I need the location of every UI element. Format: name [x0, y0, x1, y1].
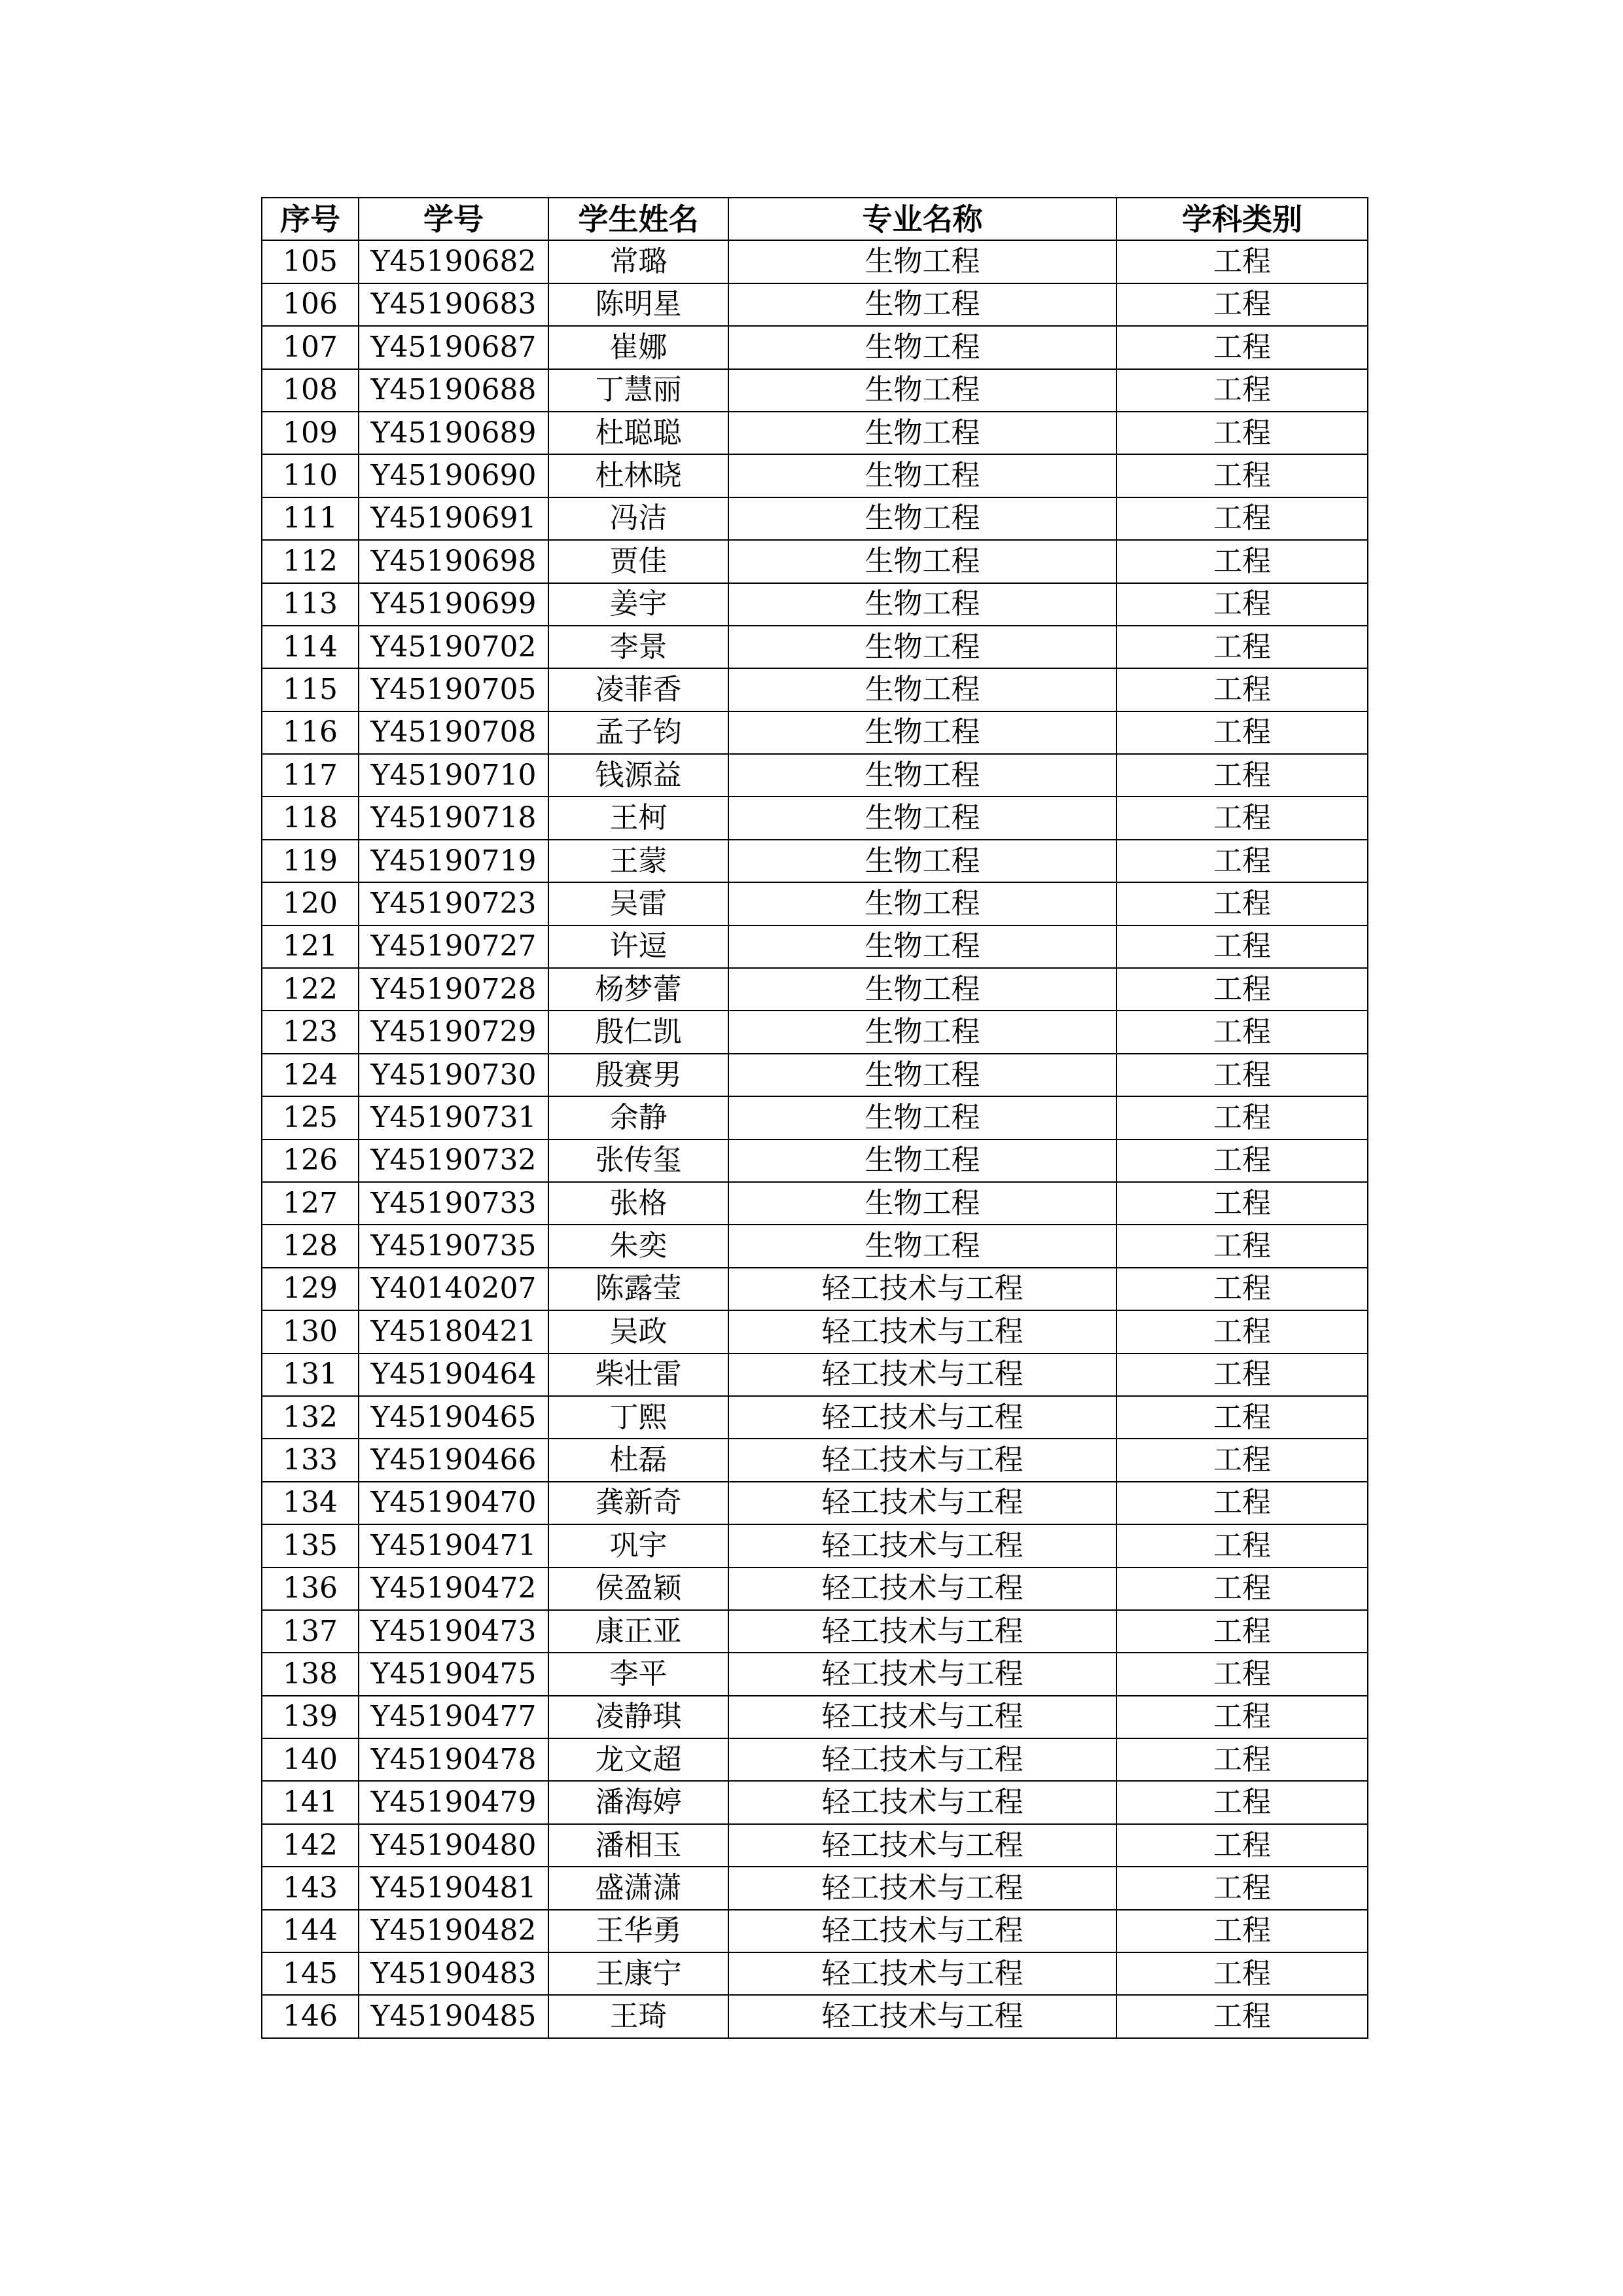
cell-seq: 138 — [262, 1653, 359, 1695]
table-row — [262, 1867, 1368, 1909]
cell-seq: 119 — [262, 840, 359, 882]
cell-category: 工程 — [1116, 412, 1368, 454]
cell-major: 生物工程 — [728, 326, 1116, 368]
cell-major: 生物工程 — [728, 369, 1116, 412]
cell-student-name: 殷赛男 — [548, 1054, 728, 1096]
cell-category: 工程 — [1116, 1952, 1368, 1995]
cell-seq: 136 — [262, 1568, 359, 1610]
cell-student-name: 吴雷 — [548, 882, 728, 925]
cell-student-id: Y45190689 — [359, 412, 548, 454]
cell-student-id: Y45190478 — [359, 1738, 548, 1781]
cell-student-name: 余静 — [548, 1096, 728, 1139]
table-row — [262, 882, 1368, 925]
cell-category: 工程 — [1116, 1225, 1368, 1267]
cell-seq: 140 — [262, 1738, 359, 1781]
table-row — [262, 540, 1368, 583]
cell-seq: 123 — [262, 1011, 359, 1053]
table-row — [262, 1439, 1368, 1481]
cell-student-name: 杜磊 — [548, 1439, 728, 1481]
cell-student-name: 姜宇 — [548, 583, 728, 626]
cell-category: 工程 — [1116, 754, 1368, 797]
cell-seq: 115 — [262, 668, 359, 711]
cell-major: 轻工技术与工程 — [728, 1781, 1116, 1823]
cell-student-id: Y45190481 — [359, 1867, 548, 1909]
cell-major: 轻工技术与工程 — [728, 1482, 1116, 1524]
cell-seq: 127 — [262, 1182, 359, 1225]
cell-student-name: 康正亚 — [548, 1610, 728, 1653]
table-row — [262, 1139, 1368, 1182]
table-row — [262, 283, 1368, 326]
cell-student-name: 王康宁 — [548, 1952, 728, 1995]
table-row — [262, 1482, 1368, 1524]
cell-seq: 137 — [262, 1610, 359, 1653]
cell-seq: 139 — [262, 1696, 359, 1738]
cell-student-id: Y45190471 — [359, 1524, 548, 1567]
cell-seq: 134 — [262, 1482, 359, 1524]
cell-seq: 130 — [262, 1310, 359, 1353]
cell-student-id: Y45190705 — [359, 668, 548, 711]
cell-major: 轻工技术与工程 — [728, 1439, 1116, 1481]
cell-category: 工程 — [1116, 1396, 1368, 1439]
cell-major: 生物工程 — [728, 1011, 1116, 1053]
table-row — [262, 1824, 1368, 1867]
table-row — [262, 1054, 1368, 1096]
cell-student-id: Y45190733 — [359, 1182, 548, 1225]
cell-student-name: 杨梦蕾 — [548, 968, 728, 1011]
cell-major: 生物工程 — [728, 797, 1116, 839]
header-student-name: 学生姓名 — [548, 198, 728, 240]
cell-seq: 142 — [262, 1824, 359, 1867]
cell-category: 工程 — [1116, 1011, 1368, 1053]
cell-category: 工程 — [1116, 1182, 1368, 1225]
cell-major: 轻工技术与工程 — [728, 1268, 1116, 1310]
cell-category: 工程 — [1116, 1610, 1368, 1653]
table-row — [262, 1096, 1368, 1139]
cell-category: 工程 — [1116, 1439, 1368, 1481]
header-major: 专业名称 — [728, 198, 1116, 240]
cell-student-name: 王华勇 — [548, 1910, 728, 1952]
table-row — [262, 1568, 1368, 1610]
cell-student-name: 巩宇 — [548, 1524, 728, 1567]
table-row — [262, 1696, 1368, 1738]
table-row — [262, 1995, 1368, 2037]
table-row — [262, 1310, 1368, 1353]
cell-student-id: Y45190710 — [359, 754, 548, 797]
cell-student-id: Y45190718 — [359, 797, 548, 839]
cell-category: 工程 — [1116, 1054, 1368, 1096]
cell-student-name: 张格 — [548, 1182, 728, 1225]
cell-major: 生物工程 — [728, 283, 1116, 326]
header-seq: 序号 — [262, 198, 359, 240]
cell-student-id: Y45190687 — [359, 326, 548, 368]
cell-student-id: Y45190479 — [359, 1781, 548, 1823]
cell-category: 工程 — [1116, 1867, 1368, 1909]
cell-category: 工程 — [1116, 1738, 1368, 1781]
cell-major: 轻工技术与工程 — [728, 1354, 1116, 1396]
cell-seq: 129 — [262, 1268, 359, 1310]
cell-major: 生物工程 — [728, 668, 1116, 711]
cell-student-id: Y45190699 — [359, 583, 548, 626]
cell-seq: 146 — [262, 1995, 359, 2037]
cell-major: 轻工技术与工程 — [728, 1610, 1116, 1653]
cell-student-id: Y45190682 — [359, 240, 548, 283]
cell-category: 工程 — [1116, 1524, 1368, 1567]
cell-student-id: Y45190735 — [359, 1225, 548, 1267]
cell-seq: 111 — [262, 497, 359, 540]
cell-student-id: Y45190691 — [359, 497, 548, 540]
cell-student-id: Y45190708 — [359, 711, 548, 754]
cell-seq: 122 — [262, 968, 359, 1011]
table-row — [262, 925, 1368, 968]
cell-category: 工程 — [1116, 583, 1368, 626]
table-row — [262, 1011, 1368, 1053]
cell-major: 生物工程 — [728, 1182, 1116, 1225]
cell-seq: 128 — [262, 1225, 359, 1267]
cell-category: 工程 — [1116, 925, 1368, 968]
cell-category: 工程 — [1116, 1910, 1368, 1952]
cell-category: 工程 — [1116, 711, 1368, 754]
cell-category: 工程 — [1116, 1995, 1368, 2037]
cell-seq: 116 — [262, 711, 359, 754]
cell-student-name: 丁慧丽 — [548, 369, 728, 412]
cell-seq: 125 — [262, 1096, 359, 1139]
cell-student-name: 王蒙 — [548, 840, 728, 882]
cell-student-name: 丁熙 — [548, 1396, 728, 1439]
table-row — [262, 711, 1368, 754]
table-row — [262, 668, 1368, 711]
cell-category: 工程 — [1116, 1482, 1368, 1524]
cell-category: 工程 — [1116, 454, 1368, 497]
cell-seq: 143 — [262, 1867, 359, 1909]
cell-major: 生物工程 — [728, 1054, 1116, 1096]
cell-student-name: 朱奕 — [548, 1225, 728, 1267]
cell-seq: 135 — [262, 1524, 359, 1567]
cell-seq: 132 — [262, 1396, 359, 1439]
cell-seq: 112 — [262, 540, 359, 583]
cell-student-name: 凌菲香 — [548, 668, 728, 711]
cell-student-name: 王琦 — [548, 1995, 728, 2037]
cell-student-name: 龙文超 — [548, 1738, 728, 1781]
cell-student-name: 陈露莹 — [548, 1268, 728, 1310]
cell-major: 生物工程 — [728, 968, 1116, 1011]
cell-category: 工程 — [1116, 497, 1368, 540]
table-header-row — [262, 198, 1368, 240]
cell-category: 工程 — [1116, 1310, 1368, 1353]
table-row — [262, 1268, 1368, 1310]
cell-major: 生物工程 — [728, 882, 1116, 925]
cell-student-id: Y40140207 — [359, 1268, 548, 1310]
table-row — [262, 369, 1368, 412]
cell-major: 轻工技术与工程 — [728, 1867, 1116, 1909]
cell-student-name: 钱源益 — [548, 754, 728, 797]
cell-student-id: Y45190723 — [359, 882, 548, 925]
cell-student-id: Y45190683 — [359, 283, 548, 326]
cell-category: 工程 — [1116, 797, 1368, 839]
cell-student-id: Y45190732 — [359, 1139, 548, 1182]
cell-category: 工程 — [1116, 840, 1368, 882]
cell-category: 工程 — [1116, 326, 1368, 368]
cell-student-id: Y45190464 — [359, 1354, 548, 1396]
cell-student-name: 吴政 — [548, 1310, 728, 1353]
cell-category: 工程 — [1116, 283, 1368, 326]
table-row — [262, 1524, 1368, 1567]
cell-student-name: 柴壮雷 — [548, 1354, 728, 1396]
cell-major: 生物工程 — [728, 240, 1116, 283]
cell-seq: 131 — [262, 1354, 359, 1396]
cell-student-id: Y45190728 — [359, 968, 548, 1011]
cell-major: 生物工程 — [728, 583, 1116, 626]
cell-student-id: Y45190473 — [359, 1610, 548, 1653]
cell-seq: 124 — [262, 1054, 359, 1096]
cell-student-name: 杜林晓 — [548, 454, 728, 497]
cell-student-id: Y45190480 — [359, 1824, 548, 1867]
cell-student-name: 龚新奇 — [548, 1482, 728, 1524]
cell-student-name: 贾佳 — [548, 540, 728, 583]
cell-seq: 105 — [262, 240, 359, 283]
cell-seq: 141 — [262, 1781, 359, 1823]
table-row — [262, 754, 1368, 797]
cell-student-name: 孟子钧 — [548, 711, 728, 754]
cell-student-id: Y45190702 — [359, 626, 548, 668]
cell-seq: 108 — [262, 369, 359, 412]
table-row — [262, 454, 1368, 497]
cell-category: 工程 — [1116, 1354, 1368, 1396]
cell-major: 轻工技术与工程 — [728, 1738, 1116, 1781]
cell-student-name: 杜聪聪 — [548, 412, 728, 454]
cell-seq: 133 — [262, 1439, 359, 1481]
cell-major: 生物工程 — [728, 626, 1116, 668]
cell-category: 工程 — [1116, 1781, 1368, 1823]
cell-student-id: Y45190477 — [359, 1696, 548, 1738]
cell-seq: 117 — [262, 754, 359, 797]
cell-student-id: Y45190482 — [359, 1910, 548, 1952]
cell-category: 工程 — [1116, 1268, 1368, 1310]
table-row — [262, 626, 1368, 668]
cell-student-name: 陈明星 — [548, 283, 728, 326]
cell-student-id: Y45190690 — [359, 454, 548, 497]
cell-student-name: 冯洁 — [548, 497, 728, 540]
table-row — [262, 1610, 1368, 1653]
cell-major: 轻工技术与工程 — [728, 1952, 1116, 1995]
cell-major: 生物工程 — [728, 711, 1116, 754]
cell-major: 轻工技术与工程 — [728, 1995, 1116, 2037]
cell-seq: 144 — [262, 1910, 359, 1952]
cell-category: 工程 — [1116, 240, 1368, 283]
table-row — [262, 1396, 1368, 1439]
cell-major: 轻工技术与工程 — [728, 1396, 1116, 1439]
table-row — [262, 583, 1368, 626]
cell-seq: 145 — [262, 1952, 359, 1995]
cell-student-id: Y45190698 — [359, 540, 548, 583]
cell-student-name: 张传玺 — [548, 1139, 728, 1182]
cell-major: 轻工技术与工程 — [728, 1568, 1116, 1610]
cell-major: 生物工程 — [728, 540, 1116, 583]
cell-seq: 118 — [262, 797, 359, 839]
table-row — [262, 240, 1368, 283]
header-category: 学科类别 — [1116, 198, 1368, 240]
cell-category: 工程 — [1116, 369, 1368, 412]
cell-seq: 109 — [262, 412, 359, 454]
cell-student-name: 李景 — [548, 626, 728, 668]
cell-major: 轻工技术与工程 — [728, 1524, 1116, 1567]
cell-seq: 110 — [262, 454, 359, 497]
cell-category: 工程 — [1116, 1096, 1368, 1139]
cell-student-id: Y45180421 — [359, 1310, 548, 1353]
table-row — [262, 1354, 1368, 1396]
cell-student-id: Y45190470 — [359, 1482, 548, 1524]
table-row — [262, 326, 1368, 368]
cell-major: 生物工程 — [728, 412, 1116, 454]
cell-seq: 126 — [262, 1139, 359, 1182]
cell-major: 轻工技术与工程 — [728, 1310, 1116, 1353]
cell-seq: 106 — [262, 283, 359, 326]
cell-major: 轻工技术与工程 — [728, 1824, 1116, 1867]
cell-student-id: Y45190727 — [359, 925, 548, 968]
cell-student-name: 常璐 — [548, 240, 728, 283]
table-row — [262, 1182, 1368, 1225]
cell-major: 生物工程 — [728, 1139, 1116, 1182]
cell-student-name: 潘海婷 — [548, 1781, 728, 1823]
cell-category: 工程 — [1116, 968, 1368, 1011]
cell-student-name: 殷仁凯 — [548, 1011, 728, 1053]
cell-major: 轻工技术与工程 — [728, 1910, 1116, 1952]
cell-major: 生物工程 — [728, 497, 1116, 540]
cell-student-id: Y45190483 — [359, 1952, 548, 1995]
cell-seq: 113 — [262, 583, 359, 626]
cell-category: 工程 — [1116, 626, 1368, 668]
cell-seq: 114 — [262, 626, 359, 668]
cell-student-id: Y45190466 — [359, 1439, 548, 1481]
student-table — [261, 197, 1368, 2039]
table-row — [262, 1910, 1368, 1952]
cell-major: 生物工程 — [728, 840, 1116, 882]
table-row — [262, 968, 1368, 1011]
cell-category: 工程 — [1116, 1824, 1368, 1867]
cell-student-name: 凌静琪 — [548, 1696, 728, 1738]
cell-major: 轻工技术与工程 — [728, 1696, 1116, 1738]
cell-major: 生物工程 — [728, 925, 1116, 968]
cell-student-id: Y45190688 — [359, 369, 548, 412]
cell-student-id: Y45190719 — [359, 840, 548, 882]
header-student-id: 学号 — [359, 198, 548, 240]
cell-student-name: 李平 — [548, 1653, 728, 1695]
table-row — [262, 1225, 1368, 1267]
cell-student-id: Y45190485 — [359, 1995, 548, 2037]
table-row — [262, 1781, 1368, 1823]
cell-student-name: 崔娜 — [548, 326, 728, 368]
table-row — [262, 840, 1368, 882]
cell-student-name: 潘相玉 — [548, 1824, 728, 1867]
table-row — [262, 1653, 1368, 1695]
cell-student-id: Y45190730 — [359, 1054, 548, 1096]
cell-category: 工程 — [1116, 540, 1368, 583]
cell-major: 生物工程 — [728, 1225, 1116, 1267]
table-body — [262, 240, 1368, 2037]
cell-student-id: Y45190465 — [359, 1396, 548, 1439]
cell-category: 工程 — [1116, 1696, 1368, 1738]
cell-category: 工程 — [1116, 1653, 1368, 1695]
cell-category: 工程 — [1116, 668, 1368, 711]
cell-student-name: 王柯 — [548, 797, 728, 839]
cell-student-id: Y45190472 — [359, 1568, 548, 1610]
cell-major: 轻工技术与工程 — [728, 1653, 1116, 1695]
cell-category: 工程 — [1116, 882, 1368, 925]
cell-seq: 120 — [262, 882, 359, 925]
cell-category: 工程 — [1116, 1568, 1368, 1610]
cell-student-name: 盛潇潇 — [548, 1867, 728, 1909]
cell-student-name: 许逗 — [548, 925, 728, 968]
cell-major: 生物工程 — [728, 1096, 1116, 1139]
cell-student-id: Y45190475 — [359, 1653, 548, 1695]
table-row — [262, 1738, 1368, 1781]
cell-seq: 107 — [262, 326, 359, 368]
cell-student-id: Y45190729 — [359, 1011, 548, 1053]
cell-student-id: Y45190731 — [359, 1096, 548, 1139]
table-row — [262, 1952, 1368, 1995]
cell-major: 生物工程 — [728, 454, 1116, 497]
cell-seq: 121 — [262, 925, 359, 968]
table-row — [262, 797, 1368, 839]
cell-student-name: 侯盈颖 — [548, 1568, 728, 1610]
table-row — [262, 497, 1368, 540]
cell-category: 工程 — [1116, 1139, 1368, 1182]
table-row — [262, 412, 1368, 454]
cell-major: 生物工程 — [728, 754, 1116, 797]
